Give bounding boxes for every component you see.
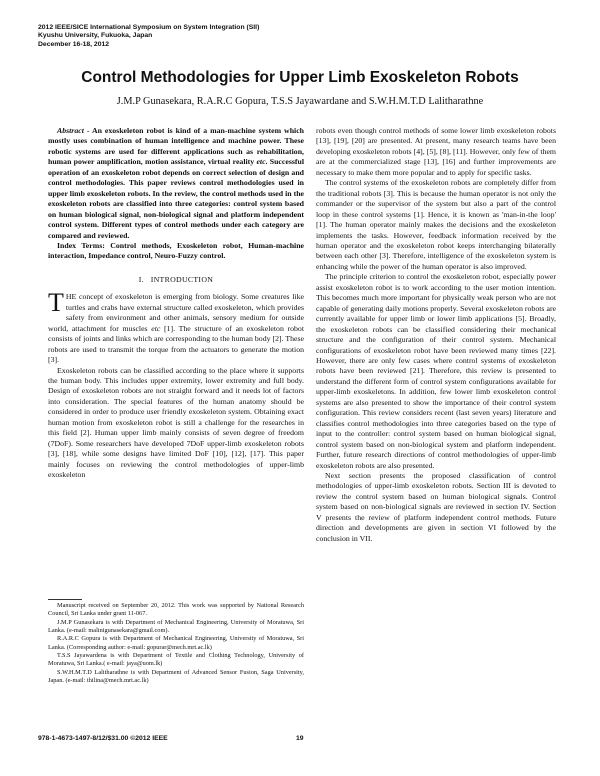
page-number: 19 [296, 735, 304, 742]
intro-paragraph-2: Exoskeleton robots can be classified according to the place where it supports the human body. This includes upper extremity, lower extremity and full body. Design of exoskeleton robots are not straight forward and it needs lot of factors into consideration. The special features of the human anatomy should be considered in order to produce user friendly exoskeleton system. Obtaining exact human motion from exoskeleton robot is still a challenge for the researches in this field [2]. Human upper limb mainly consists of seven degree of freedom (7DoF). Some researchers have developed 7DoF upper-limb exoskeleton robots [3], [18], while some designs have limited DoF [10], [12], [17]. This paper mainly focuses on reviewing the control methodologies of upper-limb exoskeleton [48, 365, 304, 480]
index-terms: Index Terms: Control methods, Exoskeleton robot, Human-machine interaction, Impedance control, Neuro-Fuzzy control. [48, 240, 304, 261]
footnote-author-3: T.S.S Jayawardena is with Department of Textile and Clothing Technology, University of Moratuwa, Sri Lanka.( e-mail: jaya@uom.lk) [48, 652, 304, 668]
intro-p1-etc: etc [151, 323, 161, 333]
footnote-manuscript: Manuscript received on September 20, 2012. This work was supported by National Research Council, Sri Lanka under grant 11-067. [48, 602, 304, 618]
abstract-label: Abstract [57, 126, 84, 135]
conference-venue: Kyushu University, Fukuoka, Japan [38, 32, 153, 40]
paper-title: Control Methodologies for Upper Limb Exoskeleton Robots [81, 69, 519, 86]
abstract-text-b: . Successful operation of an exoskeleton robot depends on correct selection of design and control methodologies. This paper reviews control methodologies used in upper limb exoskeleton robots. In the review, the control methods used in the exoskeleton robots are classified into three categories: control system based on human biological signal, non-biological signal and platform independent control system. Different types of control methods under each category are compared and reviewed. [48, 157, 304, 240]
footnote-author-1: J.M.P Gunasekara is with Department of Mechanical Engineering, University of Moratuwa, Sri Lanka. (e-mail: malinigunasekara@gmail.com). [48, 618, 304, 635]
conference-dates: December 16-18, 2012 [38, 40, 110, 48]
isbn-copyright: 978-1-4673-1497-8/12/$31.00 ©2012 IEEE [38, 735, 168, 742]
conference-name: 2012 IEEE/SICE International Symposium on System Integration (SII) [38, 24, 260, 31]
footnotes [48, 602, 304, 685]
paper-authors: J.M.P Gunasekara, R.A.R.C Gopura, T.S.S Jayawardane and S.W.H.M.T.D Lalitharathne [116, 96, 484, 107]
footnote-author-2: R.A.R.C Gopura is with Department of Mechanical Engineering, University of Moratuwa, Sri Lanka. (Corresponding author: e-mail: gopurar@mech.mrt.ac.lk) [48, 635, 304, 651]
left-column [48, 126, 304, 481]
right-paragraph-2: The control systems of the exoskeleton robots are completely differ from the traditional robots [3]. This is because the human operator is not only the commander or the supervisor of the system but also a part of the control loop in these control systems [1]. Hence, it is known as 'man-in-the loop' [1]. The human operator mainly makes the decisions and the exoskeleton implements the tasks. However, feedback information received by the human operator and the exoskeleton robot keeps interchanging bilaterally between each other [3]. Therefore, intelligence of the exoskeleton system is enhancing while the power of the human operator is also improved. [316, 178, 556, 271]
abstract [48, 126, 304, 241]
right-paragraph-1: robots even though control methods of some lower limb exoskeleton robots [13], [19], [20] are presented. At present, many research teams have been developing exoskeleton robots [4], [5], [8], [11]. However, only few of them are at the commercialized stage [13], [16] and further improvements are necessary to make them more popular and to apply for specific tasks. [316, 126, 556, 177]
intro-p1-a: HE concept of exoskeleton is emerging from biology. Some creatures like turtles and crabs have external structure called exoskeleton, which provides safety from environment and other animals, sensory medium for outside world, attachment for muscles [48, 292, 304, 333]
footnote-author-4: S.W.H.M.T.D Lalitharathne is with Department of Advanced Sensor Fusion, Saga University, Japan. (e-mail: thilina@mech.mrt.ac.lk) [48, 668, 304, 685]
section-heading-introduction: I. INTRODUCTION [138, 274, 214, 284]
intro-p1-b: [1]. The structure of an exoskeleton robot consists of joints and links which are corresponding to the human body [2]. These robots are used to transmit the torque from the actuators to generate the motion [3]. [48, 323, 304, 365]
abstract-etc: etc [256, 157, 266, 167]
drop-cap: T [48, 288, 64, 318]
conference-header [38, 24, 259, 49]
right-paragraph-3: The principle criterion to control the exoskeleton robot, especially power assist exoskeleton robot is to work according to the user motion intention. This becomes much more important for physically weak person who are not capable of generating daily motions properly. Several exoskeleton robots are currently available for upper limb or lower limb applications [5]. Broadly, the exoskeleton robots can be classified considering their mechanical structure and the configuration of their control system. Mechanical configurations of exoskeleton robot have been reviewed many times [22]. However, there are only few cases where control systems of exoskeleton robots have been reviewed [21]. Therefore, this review is presented to understand the different form of control system configurations available for upper-limb exoskeletons. In addition, few lower limb exoskeleton control systems are also presented to show the importance of their control system configuration. This review considers recent (last seven years) literature and classifies control methodologies into three categories based on the type of input to the controller: control system based on human biological signal, control system based on non-biological system and platform independent. Further, future research directions of control methodologies of upper-limb exoskeleton robots are also presented. [316, 272, 556, 470]
right-paragraph-4: Next section presents the proposed classification of control methodologies of upper-limb exoskeleton robots. Section III is devoted to review the control system based on human biological signals. Control system based on non-biological signals are reviewed in section IV. Section V presents the review of platform independent control methods. Future direction and developments are given in section VI followed by the conclusion in VII. [316, 470, 556, 543]
footnote-rule [48, 599, 82, 600]
right-column [316, 126, 556, 544]
abstract-text-a: - An exoskeleton robot is kind of a man-machine system which mostly uses combination of human intelligence and machine power. These robotic systems are used for different applications such as rehabilitation, human power amplification, motion assistance, virtual reality [48, 126, 304, 167]
intro-paragraph-1 [48, 288, 304, 365]
